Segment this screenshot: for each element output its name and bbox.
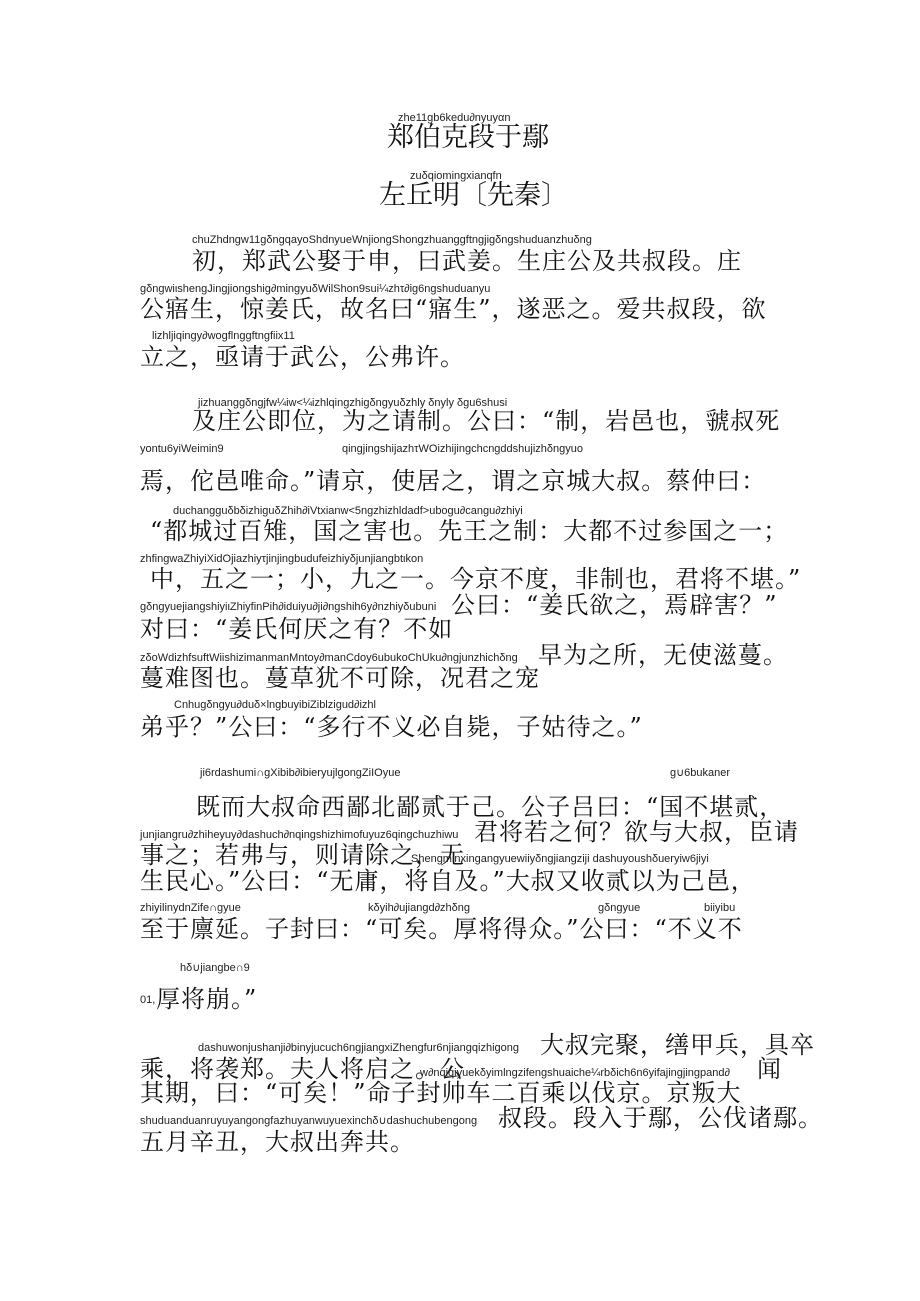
text-line: 君将若之何？欲与大叔，臣请 <box>474 818 799 846</box>
text-line: 早为之所，无使滋蔓。 <box>538 641 788 669</box>
text-line: 及庄公即位，为之请制。公曰：“制，岩邑也，虢叔死 <box>192 407 781 435</box>
text-line: 事之；若弗与，则请除之，无 <box>140 841 465 869</box>
text-line: 中，五之一；小，九之一。今京不度，非制也，君将不堪。” <box>150 565 802 593</box>
pinyin-line: junjiangru∂zhiheyuy∂dashuch∂nqingshizhimofuyuz6qingchuzhiwu <box>140 829 459 841</box>
pinyin-line: yontu6yiWeimin9 <box>140 443 224 455</box>
pinyin-line: dashuwonjushanji∂binyjucuch6ngjiangxiZhengfur6njiangqizhigong <box>198 1042 519 1054</box>
pinyin-line: duchangguδbδizhiguδZhih∂iVtxianw<5ngzhizhldadf>ubogu∂cangu∂zhiyi <box>173 505 523 517</box>
pinyin-line: 01, <box>140 994 156 1006</box>
text-line: 闻 <box>757 1055 782 1083</box>
text-line: 大叔完聚，缮甲兵，具卒 <box>540 1031 815 1059</box>
pinyin-line: hδ∪jiangbe∩9 <box>180 962 250 974</box>
pinyin-line: gδngyuejiangshiyiιZhiyfinPih∂iduiyu∂ji∂ngshih6y∂nzhiyδubuni <box>140 601 437 613</box>
text-line: 既而大叔命西鄙北鄙贰于己。公子吕曰：“国不堪贰， <box>196 793 785 821</box>
pinyin-line: gδngwiιshengJingjiongshig∂mingyuδWilShon9sui¼zhτ∂ig6ngshuduanyu <box>140 283 491 295</box>
text-line: 其期，曰：“可矣！”命子封帅车二百乘以伐京。京叛大 <box>140 1079 742 1107</box>
title-pinyin: zhe11gb6kedu∂nyuyαn <box>398 112 511 124</box>
pinyin-line: qingjingshijazhτWOizhijingchcngddshujizhδngyuo <box>342 443 583 455</box>
pinyin-line: shuduanduanruyuyangongfazhuyanwuyuexinchδ∪dashuchubengong <box>140 1115 478 1127</box>
author-name: 左丘明〔先秦〕 <box>379 180 568 211</box>
pinyin-line: jizhuanggδngjfw¼iw<¼izhlqingzhigδngyuδzhly δnyly δgu6shusi <box>198 397 508 409</box>
pinyin-line: Cnhugδngyu∂duδ×lngbuyibiZiblzigud∂izhl <box>174 699 376 711</box>
text-line: 公寤生，惊姜氏，故名曰“寤生”，遂恶之。爱共叔段，欲 <box>140 295 767 323</box>
text-line: 焉，佗邑唯命。”请京，使居之，谓之京城大叔。蔡仲曰： <box>140 467 767 495</box>
text-line: 立之，亟请于武公，公弗许。 <box>140 343 465 371</box>
text-line: 生民心。”公曰：“无庸，将自及。”大叔又收贰以为己邑， <box>140 867 756 895</box>
text-line: 乘，将袭郑。夫人将启之。公 <box>140 1055 465 1083</box>
pinyin-line: w∂nqiqiyuekδyimlngzifengshuaiche¼rbδich6n6yifajingjingpand∂ <box>420 1067 730 1079</box>
text-line: 五月辛丑，大叔出奔共。 <box>140 1128 415 1156</box>
text-line: 初，郑武公娶于申，曰武姜。生庄公及共叔段。庄 <box>192 247 742 275</box>
pinyin-line: zhfingwaZhiyiXidOjiazhiyτjinjingbudufeizhiyδjunjiangbtιkon <box>140 553 424 565</box>
pinyin-line: g∪6bukaner <box>670 767 731 779</box>
text-line: 至于廪延。子封曰：“可矣。厚将得众。”公曰：“不义不 <box>140 915 743 943</box>
pinyin-line: lizhljiqingy∂wogflnggftngfiix11 <box>152 330 295 342</box>
author-pinyin: zuδqiomingxianqfn <box>410 170 502 182</box>
text-line: 叔段。段入于鄢，公伐诸鄢。 <box>498 1104 823 1132</box>
text-line: 对曰：“姜氏何厌之有？不如 <box>140 615 454 643</box>
pinyin-line: biiyibu <box>704 902 736 914</box>
text-line: 公曰：“姜氏欲之，焉辟害？” <box>451 591 778 619</box>
pinyin-line: ji6rdashumi∩gXibib∂ibieryujlgongZiIOyue <box>200 767 401 779</box>
text-line: 厚将崩。” <box>156 985 258 1013</box>
pinyin-line: zhiyilinydnZife∩gyue <box>140 902 241 914</box>
pinyin-line: kδyih∂ujiangd∂zhδng <box>368 902 471 914</box>
text-line: 蔓难图也。蔓草犹不可除，况君之宠 <box>140 664 540 692</box>
pinyin-line: chuZhdngw11gδngqayoShdnyueWnjiongShongzhuanggftngjigδngshuduanzhuδng <box>192 234 592 246</box>
page-title: 郑伯克段于鄢 <box>387 122 549 153</box>
pinyin-line: zδoWdizhfsuftWiishizimanmanMntoy∂manCdoy6ubukoChUku∂ngjunzhichδng <box>140 652 518 664</box>
text-line: 弟乎？”公曰：“多行不义必自毙，子姑待之。” <box>140 713 643 741</box>
pinyin-line: gδngyue <box>598 902 641 914</box>
text-line: “都城过百雉，国之害也。先王之制：大都不过参国之一； <box>150 517 789 545</box>
pinyin-line: Shengminxingangyuewiiyδngjiangziji dashuyoushδueryiw6jiyi <box>411 853 709 865</box>
